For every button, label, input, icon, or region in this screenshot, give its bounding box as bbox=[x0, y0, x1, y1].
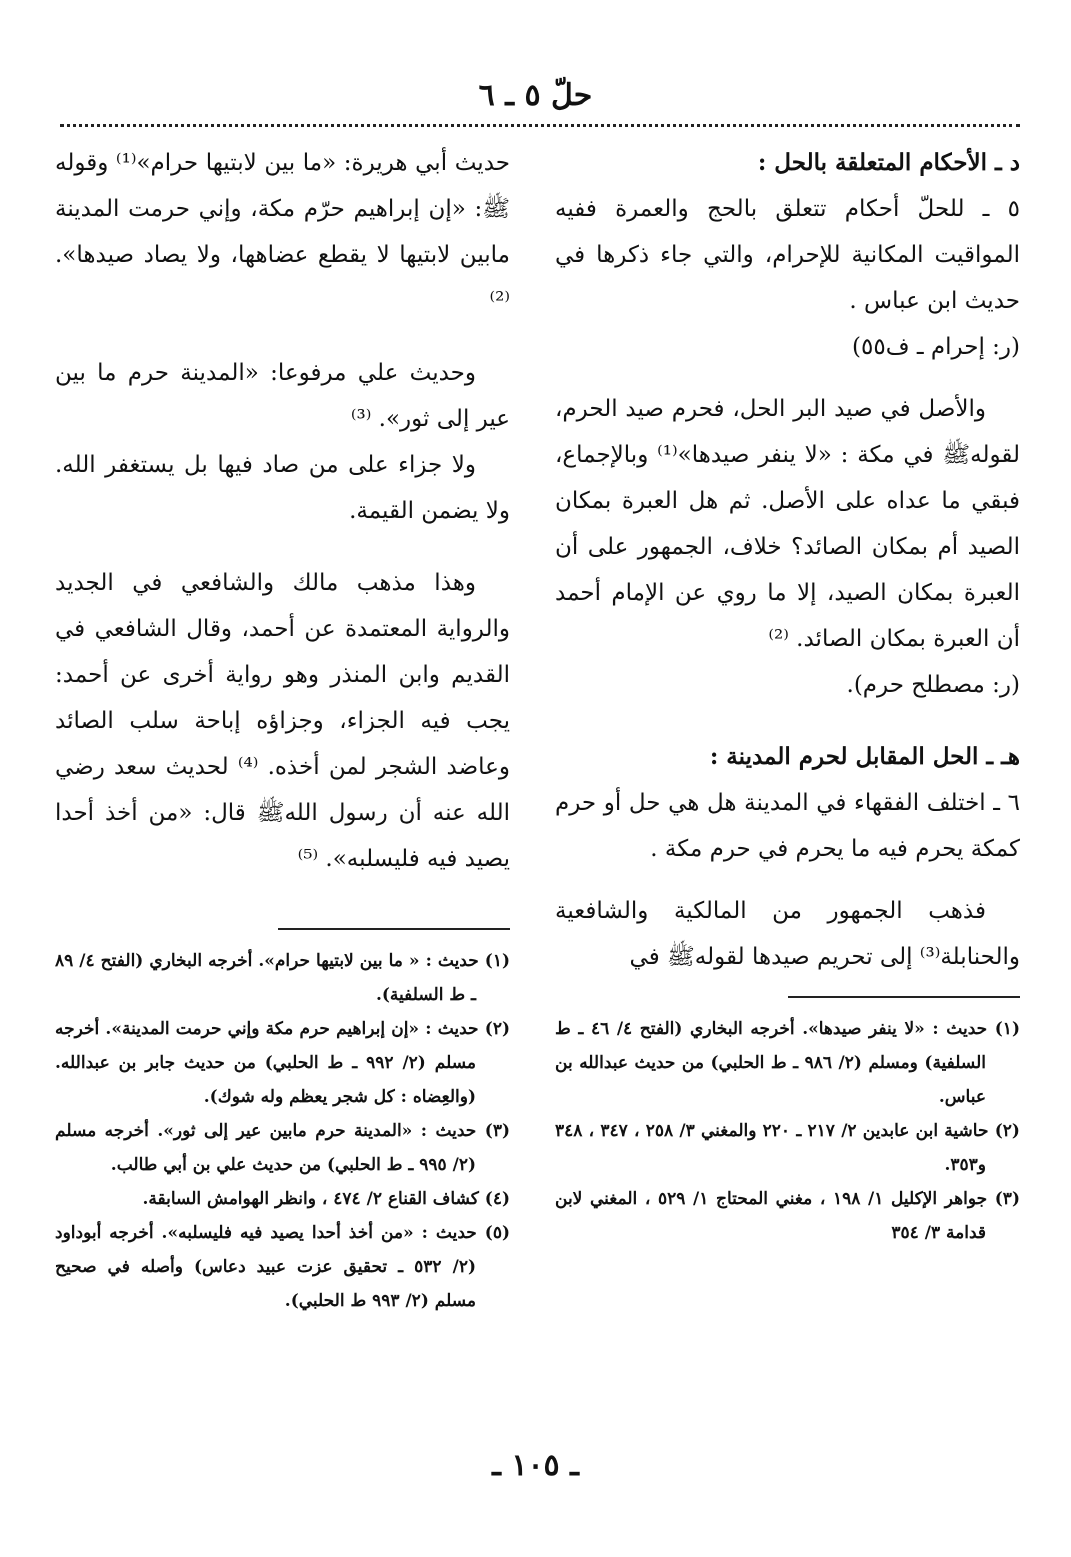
paragraph-6: ٦ ـ اختلف الفقهاء في المدينة هل هي حل أو حرم كمكة يحرم فيه ما يحرم في حرم مكة . bbox=[555, 790, 1020, 862]
footnote: (٤) كشاف القناع ٢/ ٤٧٤ ، وانظر الهوامش السابقة. bbox=[142, 1189, 510, 1209]
section-heading-d: د ـ الأحكام المتعلقة بالحل : bbox=[757, 149, 1020, 176]
right-footnotes bbox=[555, 1012, 1020, 1250]
footnote: (٣) جواهر الإكليل ١/ ١٩٨ ، مغني المحتاج ١/ ٥٢٩ ، المغني لابن قدامة ٣/ ٣٥٤ bbox=[555, 1189, 1020, 1243]
spacer bbox=[55, 324, 510, 350]
paragraph-sayd: والأصل في صيد البر الحل، فحرم صيد الحرم، لقولهﷺ في مكة : «لا ينفر صيدها»⁽¹⁾ وبالإجماع، فبقي ما عداه على الأصل. ثم هل العبرة بمكان الصيد أم بمكان الصائد؟ خلاف، الجمهور على أن العبرة بمكان الصيد، إلا ما روي عن الإمام أحمد أن العبرة بمكان الصائد. ⁽²⁾ bbox=[555, 396, 1020, 652]
spacer bbox=[555, 980, 1020, 996]
spacer bbox=[55, 882, 510, 928]
paragraph-madhab: وهذا مذهب مالك والشافعي في الجديد والرواية المعتمدة عن أحمد، وقال الشافعي في القديم وابن المنذر وهو رواية أخرى عن أحمد: يجب فيه الجزاء، وجزاؤه إباحة سلب الصائد وعاضد الشجر لمن أخذه. ⁽⁴⁾ لحديث سعد رضي الله عنه أن رسول اللهﷺ قال: «من أخذ أحدا يصيد فيه فليسلبه». ⁽⁵⁾ bbox=[55, 570, 510, 872]
cross-reference-haram: (ر: مصطلح حرم). bbox=[846, 672, 1020, 698]
section-heading-h: هـ ـ الحل المقابل لحرم المدينة : bbox=[709, 743, 1020, 770]
footnote: (١) حديث : «لا ينفر صيدها». أخرجه البخاري (الفتح ٤/ ٤٦ ـ ط السلفية) ومسلم (٢/ ٩٨٦ ـ ط الحلبي) من حديث عبدالله بن عباس. bbox=[555, 1019, 1020, 1107]
footnote: (٢) حاشية ابن عابدين ٢/ ٢١٧ ـ ٢٢٠ والمغني ٣/ ٢٥٨ ، ٣٤٧ ، ٣٤٨ و٣٥٣. bbox=[555, 1121, 1020, 1175]
spacer bbox=[555, 708, 1020, 734]
paragraph-jaza: ولا جزاء على من صاد فيها بل يستغفر الله. ولا يضمن القيمة. bbox=[55, 452, 510, 524]
left-footnotes bbox=[55, 944, 510, 1318]
spacer bbox=[555, 872, 1020, 888]
footnote: (٢) حديث : «إن إبراهيم حرم مكة وإني حرمت المدينة». أخرجه مسلم (٢/ ٩٩٢ ـ ط الحلبي) من حديث جابر بن عبدالله. (والعِضاه : كل شجر يعظم وله شوك). bbox=[55, 1019, 510, 1107]
spacer bbox=[55, 534, 510, 560]
cross-reference-ihram: (ر: إحرام ـ ف٥٥) bbox=[852, 334, 1020, 360]
paragraph-jumhur: فذهب الجمهور من المالكية والشافعية والحنابلة⁽³⁾ إلى تحريم صيدها لقولهﷺ في bbox=[555, 898, 1020, 970]
footnote: (١) حديث : « ما بين لابتيها حرام». أخرجه البخاري (الفتح ٤/ ٨٩ ـ ط السلفية). bbox=[55, 951, 510, 1005]
left-column bbox=[55, 140, 510, 1318]
page-number: ـ ١٠٥ ـ bbox=[492, 1448, 579, 1483]
paragraph-ali: وحديث علي مرفوعا: «المدينة حرم ما بين عير إلى ثور». ⁽³⁾ bbox=[55, 360, 510, 432]
paragraph-hadith: حديث أبي هريرة: «ما بين لابتيها حرام»⁽¹⁾ وقوله ﷺ: «إن إبراهيم حرّم مكة، وإني حرمت المدينة مابين لابتيها لا يقطع عضاهها، ولا يصاد صيدها». ⁽²⁾ bbox=[55, 150, 510, 314]
running-head: حلّ ٥ ـ ٦ bbox=[478, 78, 593, 113]
right-column bbox=[555, 140, 1020, 1250]
header-divider bbox=[60, 124, 1020, 127]
footnote: (٣) حديث : «المدينة حرم مابين عير إلى ثور». أخرجه مسلم (٢/ ٩٩٥ ـ ط الحلبي) من حديث علي بن أبي طالب. bbox=[55, 1121, 510, 1175]
paragraph-5: ٥ ـ للحلّ أحكام تتعلق بالحج والعمرة ففيه المواقيت المكانية للإحرام، والتي جاء ذكرها في حديث ابن عباس . bbox=[555, 196, 1020, 314]
spacer bbox=[555, 370, 1020, 386]
footnote: (٥) حديث : «من أخذ أحدا يصيد فيه فليسلبه». أخرجه أبوداود (٢/ ٥٣٢ ـ تحقيق عزت عبيد دعاس) وأصله في صحيح مسلم (٢/ ٩٩٣ ط الحلبي). bbox=[55, 1223, 510, 1311]
